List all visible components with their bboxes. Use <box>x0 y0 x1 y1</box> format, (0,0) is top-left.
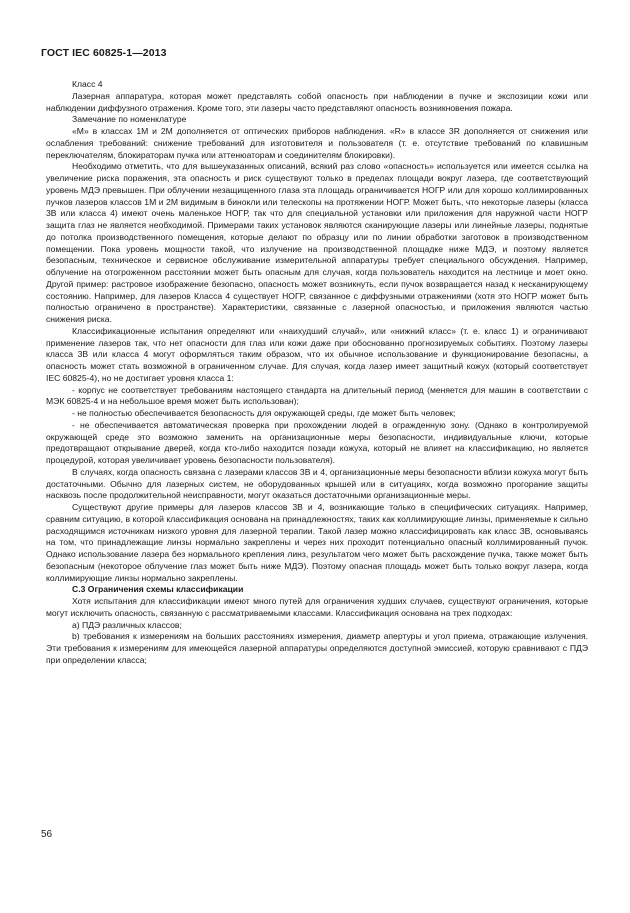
paragraph-classification-tests: Классификационные испытания определяют или «наихудший случай», или «нижний класс» (т. е. класс 1) и ограничивают применение лазеров так, что нет опасности для глаз или кожи даже при обоснованно прогнозируемых событиях. Поэтому лазеры класса 3В или класса 4 могут оформляться таким образом, что их обычное использование и функционирование безопасны, а опасность может стать возможной в ограниченном случае. Для случая, когда лазер имеет защитный кожух (который соответствует IEC 60825-4), но не достигает уровня класса 1: <box>46 325 588 383</box>
paragraph-hazard-note: Необходимо отметить, что для вышеуказанных описаний, всякий раз слово «опасность» используется или имеется ссылка на увеличение риска поражения, эта опасность и риск существуют только в пределах площади вокруг лазера, где соответствующий уровень МДЭ превышен. При облучении незащищенного глаза эта площадь ограничивается НОГР или для хорошо коллимированных пучков лазеров классов 1М и 2М видимым в бинокли или телескопы на протяжении НОГР. Может быть, что некоторые лазеры (класса 3В или класса 4) имеют очень маленькое НОГР, так что для специальной установки или приложения для наружной части НОГР защита глаз не является необходимой. Примерами таких установок являются сканирующие лазеры или линейные лазеры, поднятые до потолка производственного помещения, которые делают по образцу или по линии обработки заготовок в производственном помещении. Пока уровень мощности такой, что излучение на производственной площадке ниже МДЭ, и поэтому является безопасным, техническое и сервисное обслуживание измерительной аппаратуры требует специального обсуждения. Например, облучение на отогроженном расстоянии может быть опасным для случая, когда пользователь находится на лестнице и моет окно. Другой пример: растровое изображение безопасно, опасность может возникнуть, если пучок возвращается назад к несканирующему состоянию. Например, для лазеров Класса 4 существует НОГР, связанное с диффузными отражениями (хотя это НОГР может быть полностью ограничено в пространстве). Характеристики, связанные с лазерной опасностью, и приложения являются частью снижения риска. <box>46 161 588 324</box>
paragraph-org-measures: В случаях, когда опасность связана с лазерами классов 3В и 4, организационные меры безопасности вблизи кожуха могут быть достаточными. Обычно для лазерных систем, не оборудованных крышей или в ситуациях, когда возможно прогорание защиты насквозь после продолжительной неисправности, могут оказаться достаточными организационные меры. <box>46 466 588 501</box>
page-number: 56 <box>41 829 53 840</box>
section-heading-c3: С.3 Ограничения схемы классификации <box>72 584 244 595</box>
list-item-a: а) ПДЭ различных классов; <box>72 619 182 630</box>
paragraph-class4-title: Класс 4 <box>72 79 103 89</box>
paragraph-class4-desc: Лазерная аппаратура, которая может представлять собой опасность при наблюдении в пучке и экспозиции кожи или наблюдении диффузного отражения. Кроме того, эти лазеры часто представляют опасность возникновения пожара. <box>46 90 588 113</box>
paragraph-other-examples: Существуют другие примеры для лазеров классов 3В и 4, возникающие только в специфических ситуациях. Например, сравним ситуацию, в которой классификация основана на принадлежностях, таких как коллимирующие линзы, применяемые к сильно расходящимся источникам низкого уровня для лазерной терапии. Такой лазер можно классифицировать как класс 3В, основываясь на том, что принадлежащие линзы нормально закреплены и через них проходит потенциально опасный коллимированный пучок. Однако использование лазера без нормального крепления линз, результатом чего может быть расхождение пучка, также может быть безопасным (некоторое облучение глаз может быть ниже МДЭ). Поэтому опасная площадь может быть только вокруг лазера, когда коллимирующие линзы нормально закреплены. <box>46 502 588 583</box>
paragraph-nomenclature-title: Замечание по номенклатуре <box>72 114 187 125</box>
paragraph-limitations: Хотя испытания для классификации имеют много путей для ограничения худших случаев, существуют ограничения, которые могут исключить опасность, связанную с рассматриваемыми классами. Классификация основана на трех подходах: <box>46 596 588 618</box>
paragraph-nomenclature-desc: «М» в классах 1М и 2М дополняется от оптических приборов наблюдения. «R» в классе 3R дополняется от снижения или ослабления требований: снижение требований для изготовителя и пользователя (т. е. отсутствие требований по клавишным переключателям, блокираторам пучка или аттенюаторам и соединителям блокировки). <box>46 126 588 160</box>
list-item-environment: - не полностью обеспечивается безопасность для окружающей среды, где может быть человек; <box>72 408 456 418</box>
document-header: ГОСТ IEC 60825-1—2013 <box>41 47 167 59</box>
document-body <box>46 79 588 667</box>
list-item-auto-check: - не обеспечивается автоматическая проверка при прохождении людей в огражденную зону. (Однако в контролируемой окружающей среде это возможно заменить на организационные меры безопасности, индивидуальные ключи, которые предотвращают открывание дверей, когда кто-либо находится позади кожуха, который не влияет на классификацию, но является процедурой, которая увеличивает уровень безопасности пользователя). <box>46 419 588 465</box>
list-item-b: b) требования к измерениям на больших расстояниях измерения, диаметр апертуры и угол приема, отражающие излучения. Эти требования к измерениям для имеющейся лазерной аппаратуры определяются доступной эмиссией, которую сравнивают с ПДЭ при определении класса; <box>46 631 588 665</box>
list-item-housing: - корпус не соответствует требованиям настоящего стандарта на длительный период (меняется для машин в соответствии с МЭК 60825-4 и на небольшое время может быть использован); <box>46 384 588 407</box>
